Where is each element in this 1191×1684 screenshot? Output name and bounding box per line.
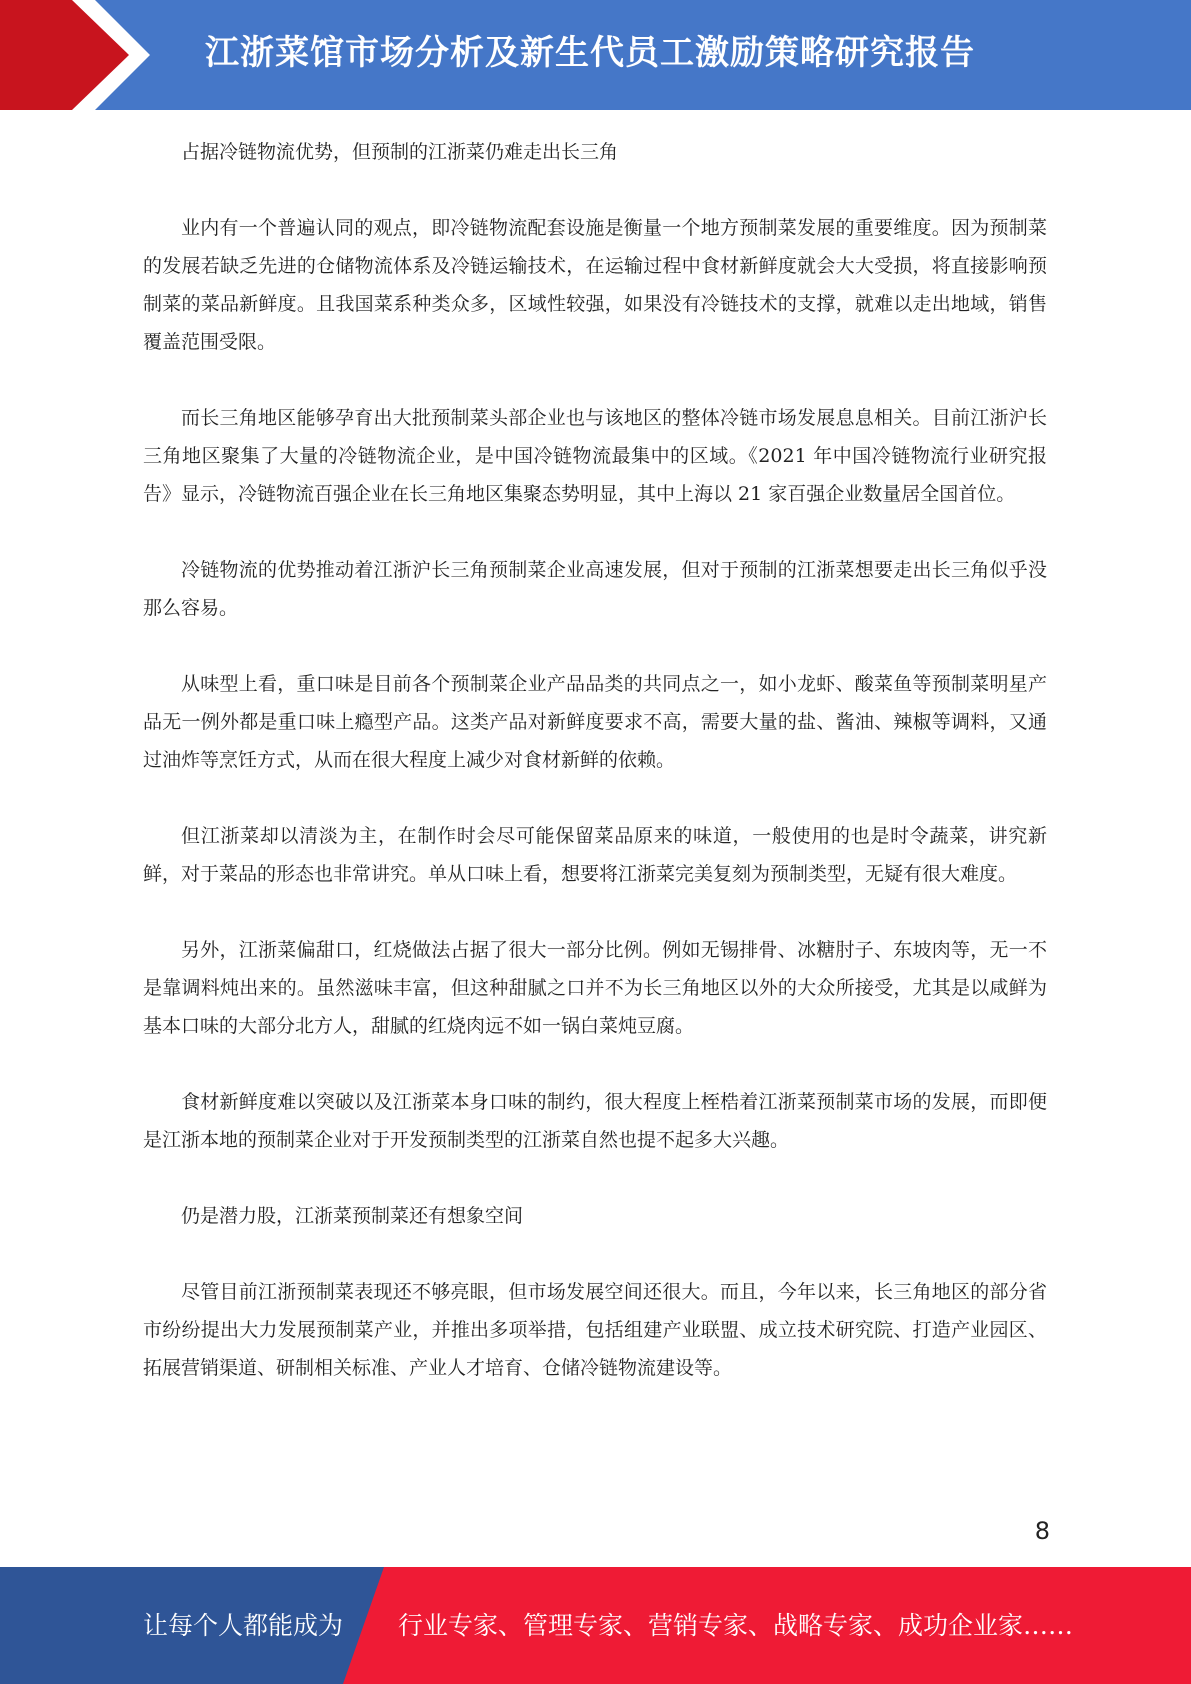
- paragraph: 但江浙菜却以清淡为主，在制作时会尽可能保留菜品原来的味道，一般使用的也是时令蔬菜，讲究新鲜，对于菜品的形态也非常讲究。单从口味上看，想要将江浙菜完美复刻为预制类型，无疑有很大难度。: [143, 825, 1047, 885]
- section-heading: 仍是潜力股，江浙菜预制菜还有想象空间: [181, 1205, 524, 1227]
- page-header: [0, 0, 1191, 110]
- section-heading: 占据冷链物流优势，但预制的江浙菜仍难走出长三角: [181, 141, 619, 163]
- footer-slogan-left: 让每个人都能成为: [143, 1611, 344, 1640]
- paragraph: 从味型上看，重口味是目前各个预制菜企业产品品类的共同点之一，如小龙虾、酸菜鱼等预制菜明星产品无一例外都是重口味上瘾型产品。这类产品对新鲜度要求不高，需要大量的盐、酱油、辣椒等调料，又通过油炸等烹饪方式，从而在很大程度上减少对食材新鲜的依赖。: [143, 673, 1047, 771]
- article-body: [143, 133, 1047, 1425]
- paragraph: 而长三角地区能够孕育出大批预制菜头部企业也与该地区的整体冷链市场发展息息相关。目前江浙沪长三角地区聚集了大量的冷链物流企业，是中国冷链物流最集中的区域。《2021 年中国冷链物流行业研究报告》显示，冷链物流百强企业在长三角地区集聚态势明显，其中上海以 21 家百强企业数量居全国首位。: [143, 407, 1047, 505]
- page-number: 8: [1034, 1517, 1050, 1545]
- paragraph: 另外，江浙菜偏甜口，红烧做法占据了很大一部分比例。例如无锡排骨、冰糖肘子、东坡肉等，无一不是靠调料炖出来的。虽然滋味丰富，但这种甜腻之口并不为长三角地区以外的大众所接受，尤其是以咸鲜为基本口味的大部分北方人，甜腻的红烧肉远不如一锅白菜炖豆腐。: [143, 939, 1047, 1037]
- footer-slogan-right: 行业专家、管理专家、营销专家、战略专家、成功企业家……: [398, 1611, 1074, 1640]
- paragraph: 业内有一个普遍认同的观点，即冷链物流配套设施是衡量一个地方预制菜发展的重要维度。因为预制菜的发展若缺乏先进的仓储物流体系及冷链运输技术，在运输过程中食材新鲜度就会大大受损，将直接影响预制菜的菜品新鲜度。且我国菜系种类众多，区域性较强，如果没有冷链技术的支撑，就难以走出地域，销售覆盖范围受限。: [143, 217, 1047, 353]
- page-title: 江浙菜馆市场分析及新生代员工激励策略研究报告: [205, 33, 975, 73]
- paragraph: 尽管目前江浙预制菜表现还不够亮眼，但市场发展空间还很大。而且，今年以来，长三角地区的部分省市纷纷提出大力发展预制菜产业，并推出多项举措，包括组建产业联盟、成立技术研究院、打造产业园区、拓展营销渠道、研制相关标准、产业人才培育、仓储冷链物流建设等。: [143, 1281, 1047, 1379]
- paragraph: 食材新鲜度难以突破以及江浙菜本身口味的制约，很大程度上桎梏着江浙菜预制菜市场的发展，而即便是江浙本地的预制菜企业对于开发预制类型的江浙菜自然也提不起多大兴趣。: [143, 1091, 1047, 1151]
- paragraph: 冷链物流的优势推动着江浙沪长三角预制菜企业高速发展，但对于预制的江浙菜想要走出长三角似乎没那么容易。: [143, 559, 1047, 619]
- page-footer: [0, 1567, 1191, 1684]
